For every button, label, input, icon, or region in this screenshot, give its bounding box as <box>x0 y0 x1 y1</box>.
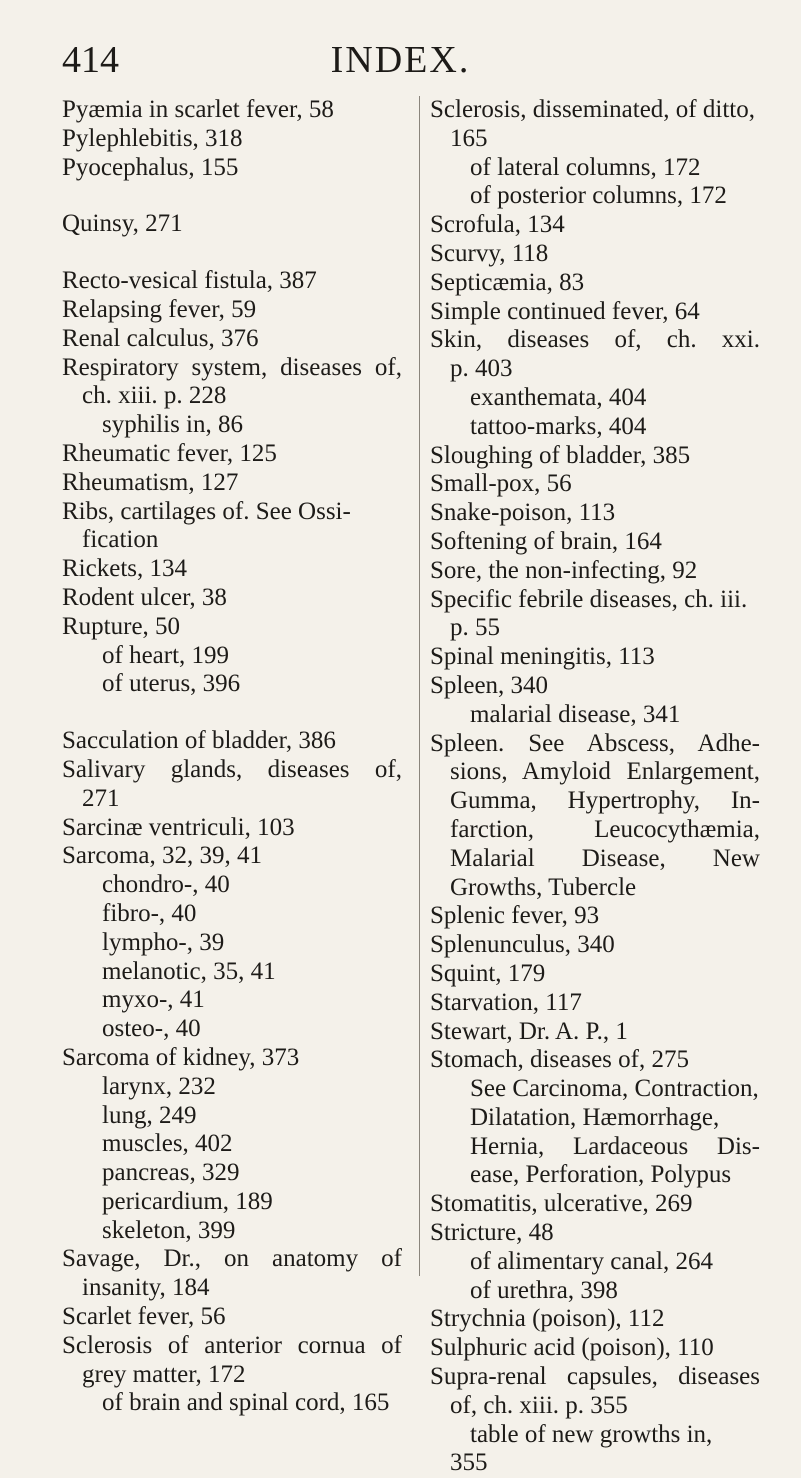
index-entry: Sclerosis of anterior cornua of <box>62 1331 402 1359</box>
index-subentry: tattoo-marks, 404 <box>470 412 647 440</box>
page-number: 414 <box>62 39 119 81</box>
index-entry: Stewart, Dr. A. P., 1 <box>430 1017 628 1045</box>
index-subentry: myxo-, 41 <box>102 986 205 1014</box>
index-entry: Recto-vesical fistula, 387 <box>62 267 317 295</box>
index-entry: Splenunculus, 340 <box>430 931 615 959</box>
index-subentry: ease, Perforation, Polypus <box>470 1161 732 1189</box>
index-subentry: exanthemata, 404 <box>470 383 647 411</box>
index-entry: Sacculation of bladder, 386 <box>62 727 336 755</box>
section-gap <box>62 239 402 267</box>
index-subentry: of posterior columns, 172 <box>470 182 727 210</box>
index-entry: Scurvy, 118 <box>430 239 549 267</box>
index-entry: Rheumatic fever, 125 <box>62 439 277 467</box>
index-subentry: grey matter, 172 <box>82 1360 246 1388</box>
index-subentry: larynx, 232 <box>102 1072 216 1100</box>
section-gap <box>62 182 402 210</box>
index-subentry: malarial disease, 341 <box>470 700 681 728</box>
index-entry: Skin, diseases of, ch. xxi. <box>430 326 760 354</box>
column-divider <box>419 96 420 1276</box>
index-subentry: Growths, Tubercle <box>450 873 637 901</box>
index-subentry: melanotic, 35, 41 <box>102 957 276 985</box>
index-subentry: Gumma, Hypertrophy, In- <box>450 787 760 815</box>
index-entry: Stricture, 48 <box>430 1219 554 1247</box>
index-subentry: of brain and spinal cord, 165 <box>102 1389 390 1417</box>
index-entry: Septicæmia, 83 <box>430 268 585 296</box>
index-subentry: osteo-, 40 <box>102 1015 201 1043</box>
index-subentry: Malarial Disease, New <box>450 844 760 872</box>
index-entry: Sarcoma, 32, 39, 41 <box>62 842 262 870</box>
index-entry: Ribs, cartilages of. See Ossi- <box>62 497 351 525</box>
index-subentry: table of new growths in, <box>470 1420 713 1448</box>
index-subentry: 165 <box>450 124 488 152</box>
index-subentry: pericardium, 189 <box>102 1187 273 1215</box>
index-subentry: chondro-, 40 <box>102 871 230 899</box>
index-column-left <box>62 96 402 1418</box>
index-subentry: 355 <box>450 1449 488 1477</box>
index-entry: Rheumatism, 127 <box>62 468 239 496</box>
index-subentry: of, ch. xiii. p. 355 <box>450 1391 628 1419</box>
section-gap <box>62 699 402 727</box>
index-subentry: lympho-, 39 <box>102 928 225 956</box>
index-subentry: See Carcinoma, Contraction, <box>470 1075 759 1103</box>
index-subentry: insanity, 184 <box>82 1274 210 1302</box>
index-subentry: of heart, 199 <box>102 641 230 669</box>
index-entry: Pyæmia in scarlet fever, 58 <box>62 96 334 123</box>
index-entry: Spinal meningitis, 113 <box>430 643 655 671</box>
index-entry: Scarlet fever, 56 <box>62 1303 226 1331</box>
index-entry: Rickets, 134 <box>62 555 187 583</box>
index-entry: Spleen, 340 <box>430 671 549 699</box>
index-subentry: p. 403 <box>450 355 513 383</box>
index-entry: Sore, the non-infecting, 92 <box>430 556 698 584</box>
index-entry: Sulphuric acid (poison), 110 <box>430 1334 714 1362</box>
index-entry: Rupture, 50 <box>62 612 181 640</box>
index-entry: Small-pox, 56 <box>430 470 572 498</box>
index-subentry: Hernia, Lardaceous Dis- <box>470 1132 760 1160</box>
index-entry: Supra-renal capsules, diseases <box>430 1363 760 1391</box>
index-subentry: pancreas, 329 <box>102 1159 240 1187</box>
index-subentry: fication <box>82 526 159 554</box>
index-subentry: ch. xiii. p. 228 <box>82 382 227 410</box>
index-subentry: of urethra, 398 <box>470 1276 618 1304</box>
index-entry: Strychnia (poison), 112 <box>430 1305 665 1333</box>
index-column-right <box>430 96 760 1478</box>
index-entry: Squint, 179 <box>430 959 546 987</box>
index-entry: Pyocephalus, 155 <box>62 153 239 181</box>
index-subentry: p. 55 <box>450 614 500 642</box>
index-subentry: lung, 249 <box>102 1101 197 1129</box>
index-subentry: of uterus, 396 <box>102 670 241 698</box>
index-subentry: of lateral columns, 172 <box>470 153 701 181</box>
index-entry: Pylephlebitis, 318 <box>62 124 243 152</box>
index-entry: Simple continued fever, 64 <box>430 297 700 325</box>
index-subentry: Dilatation, Hæmorrhage, <box>470 1103 720 1131</box>
index-entry: Sarcoma of kidney, 373 <box>62 1043 300 1071</box>
index-subentry: muscles, 402 <box>102 1130 233 1158</box>
index-entry: Stomatitis, ulcerative, 269 <box>430 1190 693 1218</box>
index-entry: Sarcinæ ventriculi, 103 <box>62 813 295 841</box>
index-entry: Respiratory system, diseases of, <box>62 353 402 381</box>
index-subentry: of alimentary canal, 264 <box>470 1247 713 1275</box>
index-entry: Splenic fever, 93 <box>430 902 600 930</box>
index-subentry: farction, Leucocythæmia, <box>450 815 760 843</box>
index-entry: Spleen. See Abscess, Adhe- <box>430 729 760 757</box>
index-entry: Salivary glands, diseases of, <box>62 755 402 783</box>
index-entry: Specific febrile diseases, ch. iii. <box>430 585 748 613</box>
index-entry: Savage, Dr., on anatomy of <box>62 1245 402 1273</box>
index-subentry: 271 <box>82 784 120 812</box>
index-entry: Sclerosis, disseminated, of ditto, <box>430 96 755 123</box>
index-entry: Rodent ulcer, 38 <box>62 583 227 611</box>
index-subentry: skeleton, 399 <box>102 1216 236 1244</box>
index-entry: Softening of brain, 164 <box>430 527 662 555</box>
index-entry: Snake-poison, 113 <box>430 499 616 527</box>
index-entry: Stomach, diseases of, 275 <box>430 1046 689 1074</box>
page-title: INDEX. <box>330 39 471 81</box>
index-entry: Starvation, 117 <box>430 988 582 1016</box>
index-entry: Relapsing fever, 59 <box>62 295 257 323</box>
index-entry: Renal calculus, 376 <box>62 324 259 352</box>
index-entry: Sloughing of bladder, 385 <box>430 441 691 469</box>
index-entry: Scrofula, 134 <box>430 211 565 239</box>
index-subentry: syphilis in, 86 <box>102 411 243 439</box>
index-subentry: fibro-, 40 <box>102 899 197 927</box>
index-subentry: sions, Amyloid Enlargement, <box>450 758 760 786</box>
index-entry: Quinsy, 271 <box>62 210 183 238</box>
